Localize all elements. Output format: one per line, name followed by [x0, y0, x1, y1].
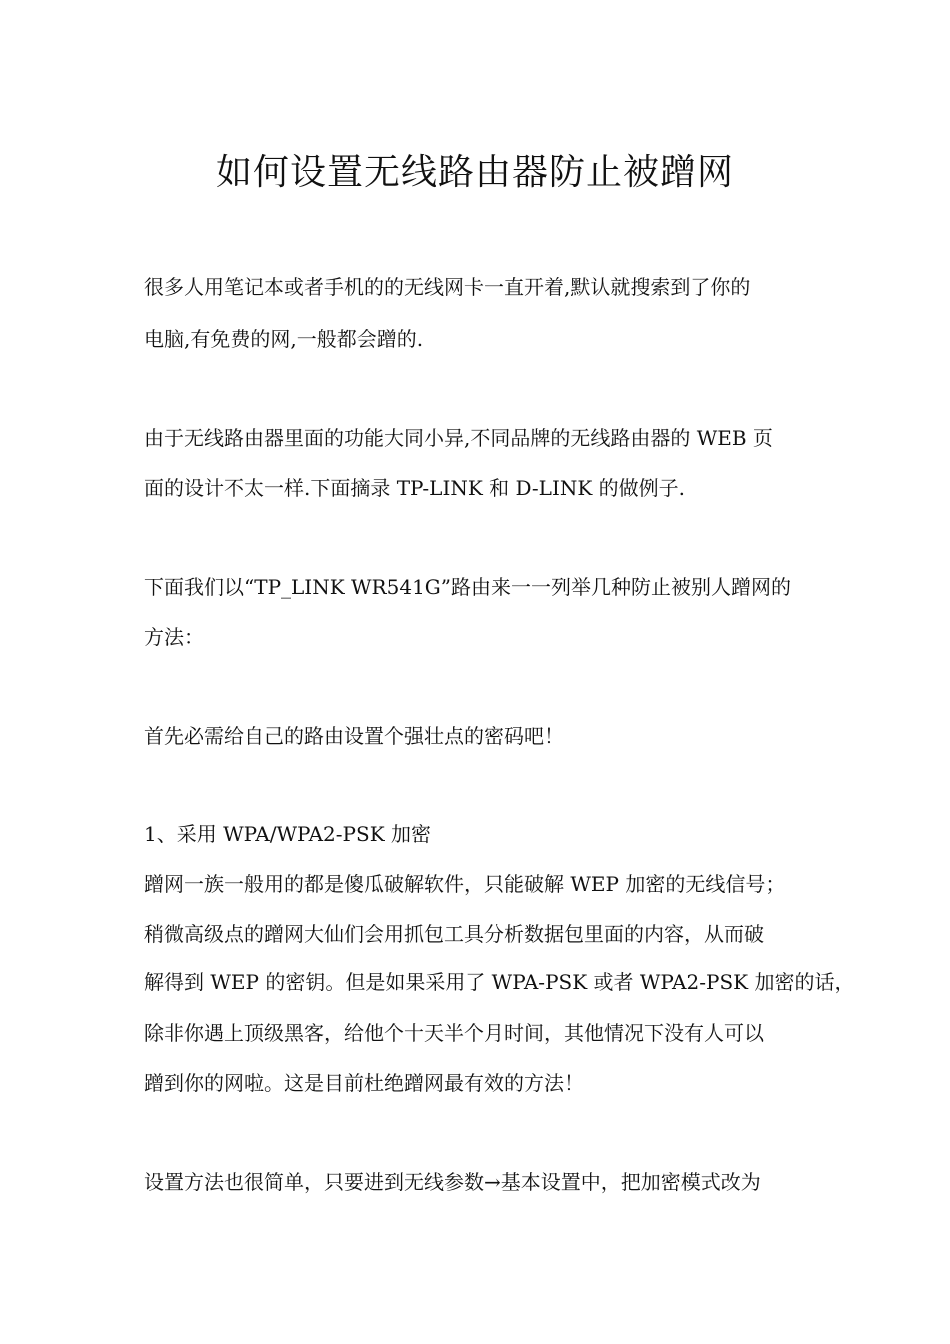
text-line: 下面我们以“TP_LINK WR541G”路由来一一列举几种防止被别人蹭网的	[144, 575, 791, 599]
text-line: 除非你遇上顶级黑客，给他个十天半个月时间，其他情况下没有人可以	[144, 1021, 764, 1045]
text-line: 蹭到你的网啦。这是目前杜绝蹭网最有效的方法！	[144, 1071, 584, 1095]
section-heading: 1、采用 WPA/WPA2-PSK 加密	[144, 822, 432, 846]
text-line: 稍微高级点的蹭网大仙们会用抓包工具分析数据包里面的内容，从而破	[144, 922, 764, 946]
text-line: 解得到 WEP 的密钥。但是如果采用了 WPA-PSK 或者 WPA2-PSK 加密的话，	[144, 970, 855, 994]
text-line: 首先必需给自己的路由设置个强壮点的密码吧！	[144, 724, 564, 748]
document-title: 如何设置无线路由器防止被蹭网	[215, 152, 734, 193]
text-line: 很多人用笔记本或者手机的的无线网卡一直开着,默认就搜索到了你的	[144, 275, 751, 299]
text-line: 设置方法也很简单，只要进到无线参数→基本设置中，把加密模式改为	[144, 1170, 761, 1194]
text-line: 蹭网一族一般用的都是傻瓜破解软件，只能破解 WEP 加密的无线信号；	[144, 872, 786, 896]
text-line: 方法：	[144, 625, 204, 649]
text-line: 面的设计不太一样.下面摘录 TP-LINK 和 D-LINK 的做例子.	[144, 476, 686, 500]
text-line: 电脑,有免费的网,一般都会蹭的.	[144, 327, 424, 351]
text-line: 由于无线路由器里面的功能大同小异,不同品牌的无线路由器的 WEB 页	[144, 426, 773, 450]
